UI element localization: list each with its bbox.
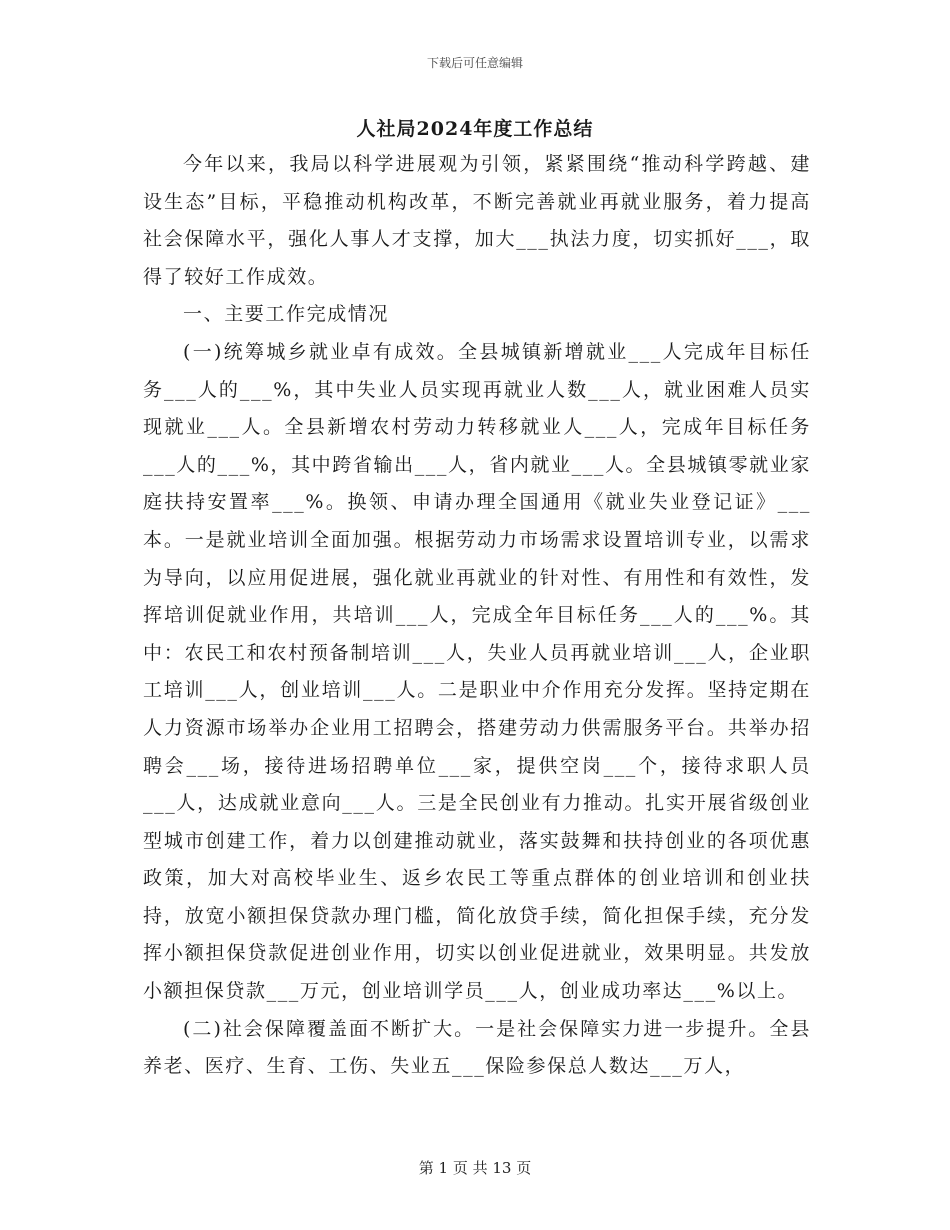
document-title: 人社局2024年度工作总结 (356, 118, 594, 140)
page-footer: 第 1 页 共 13 页 (418, 1159, 532, 1177)
intro-paragraph: 今年以来，我局以科学进展观为引领，紧紧围绕“推动科学跨越、建设生态”目标，平稳推动机构改革，不断完善就业再就业服务，着力提高社会保障水平，强化人事人才支撑，加大___执法力度，切实抓好___，取得了较好工作成效。 (143, 153, 811, 288)
document-body (143, 146, 811, 1086)
social-security-paragraph: (二)社会保障覆盖面不断扩大。一是社会保障实力进一步提升。全县养老、医疗、生育、工伤、失业五___保险参保总人数达___万人， (143, 1017, 811, 1078)
section-heading: 一、主要工作完成情况 (183, 303, 390, 326)
employment-paragraph: (一)统筹城乡就业卓有成效。全县城镇新增就业___人完成年目标任务___人的___%，其中失业人员实现再就业人数___人，就业困难人员实现就业___人。全县新增农村劳动力转移就业人___人，完成年目标任务___人的___%，其中跨省输出___人，省内就业___人。全县城镇零就业家庭扶持安置率___%。换领、申请办理全国通用《就业失业登记证》___本。一是就业培训全面加强。根据劳动力市场需求设置培训专业，以需求为导向，以应用促进展，强化就业再就业的针对性、有用性和有效性，发挥培训促就业作用，共培训___人，完成全年目标任务___人的___%。其中：农民工和农村预备制培训___人，失业人员再就业培训___人，企业职工培训___人，创业培训___人。二是职业中介作用充分发挥。坚持定期在人力资源市场举办企业用工招聘会，搭建劳动力供需服务平台。共举办招聘会___场，接待进场招聘单位___家，提供空岗___个，接待求职人员___人，达成就业意向___人。三是全民创业有力推动。扎实开展省级创业型城市创建工作，着力以创建推动就业，落实鼓舞和扶持创业的各项优惠政策，加大对高校毕业生、返乡农民工等重点群体的创业培训和创业扶持，放宽小额担保贷款办理门槛，简化放贷手续，简化担保手续，充分发挥小额担保贷款促进创业作用，切实以创业促进就业，效果明显。共发放小额担保贷款___万元，创业培训学员___人，创业成功率达___%以上。 (143, 340, 811, 1003)
header-note: 下载后可任意编辑 (426, 56, 523, 70)
